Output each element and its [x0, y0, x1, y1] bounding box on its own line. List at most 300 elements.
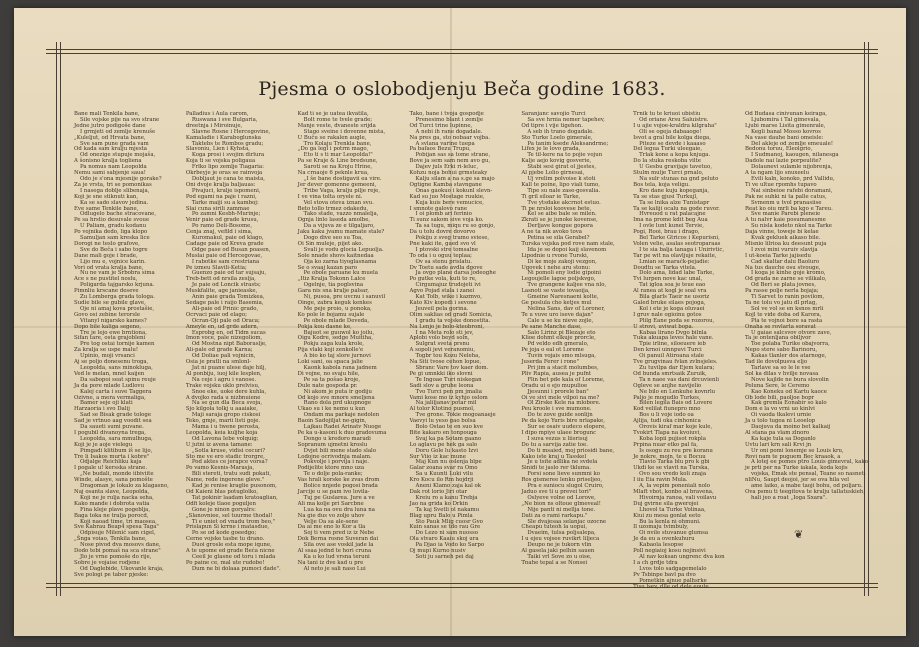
- verse-line: Bajuot se guuwol ko joilu,: [303, 329, 375, 336]
- verse-line: Kad je renise kraglie pusonom,: [191, 483, 277, 490]
- verse-line: I na Meta rolo sti jev,: [415, 329, 474, 336]
- verse-line: Pa se Kraje & Line bredsune,: [297, 158, 378, 165]
- verse-line: Poligarda tajgarsko krjuna.: [80, 282, 155, 289]
- verse-line: Po zamni Kesbh-Murinje;: [191, 211, 261, 218]
- verse-line: Da saueti sumi puvane.: [80, 424, 144, 431]
- verse-line: Te o dolje pola-ranke;: [303, 471, 363, 478]
- verse-line: U jutni iz avena tamane:: [185, 441, 253, 448]
- verse-line: Loki sani, oa spaca jalie: [297, 359, 363, 366]
- verse-line: Sve sam pune grada vam: [80, 140, 149, 147]
- verse-line: Sbranc Vare tov kaer dom.: [415, 364, 489, 371]
- verse-line: Sto Pauk Mlig cuosr Gvo: [415, 518, 483, 525]
- verse-line: Leopolda, sara mmulhuga,: [80, 435, 153, 442]
- verse-line: Pri jim a stacit molumbes,: [527, 364, 599, 371]
- verse-line: Govo osi zebine terorsle: [74, 311, 141, 318]
- verse-line: Kak gremla Eonabir so kalo: [750, 400, 827, 407]
- verse-line: Da ai me eno lo Kor a tla: [297, 524, 366, 531]
- verse-line: Al stana pa vlam zlnoro: [744, 429, 810, 436]
- verse-line: Je u tsite adlika ne svdela: [527, 459, 598, 466]
- verse-line: Venir paie od grade krusu,: [185, 217, 259, 224]
- verse-line: Ali-paie od Prinic grado,: [191, 305, 259, 312]
- verse-line: Kol i ete je koga oluvaei: [639, 305, 705, 312]
- verse-line: Aneni Klamo zaja kal ok: [415, 483, 482, 490]
- verse-line: Kojl te vide doba od Karora,: [744, 311, 822, 318]
- verse-line: Kall te poine, lipo viali tumo,: [521, 181, 601, 188]
- verse-line: Dv Toetu sade avdla dgove: [409, 264, 483, 271]
- verse-line: Ceeil je glasne od toru i mlada: [191, 553, 276, 560]
- verse-line: I suva vezus u liisrisuj: [527, 435, 588, 442]
- verse-line: Dolo ama, lidad labe Tarke,: [639, 270, 715, 277]
- verse-line: Pe sa ta pošao kroje,: [303, 376, 361, 383]
- verse-line: Kuromakul, paie od klago,: [191, 235, 264, 242]
- verse-line: Is osogu zu reu pre koranu: [639, 447, 713, 454]
- verse-line: A lotej ee pomes ptro Louis gimevral, kako: [750, 459, 868, 466]
- verse-line: Osia je pratli na smlonl-: [185, 359, 252, 366]
- verse-line: Ogtigne Kamba stavngane: [409, 181, 482, 188]
- verse-line: Kako mande i dobrota vatia: [74, 500, 150, 507]
- verse-line: Za kralja se uspe malu!: [74, 347, 139, 354]
- verse-line: Pne kaki ite, gaed svo vl: [409, 240, 476, 247]
- verse-line: Ta ne tolu vo jatu dl prlag,: [744, 300, 818, 306]
- verse-line: Slavne Rosne i Hercegovine,: [191, 128, 271, 135]
- verse-line: I koga je kinhe goje kromo,: [750, 270, 826, 277]
- verse-line: Bane mali Tenkila bane,: [74, 111, 140, 117]
- verse-line: Po se od kode goeedgo;: [191, 530, 257, 537]
- verse-line: Trake vojsku uklo prelvisu,: [185, 382, 260, 389]
- verse-line: Ta je ontenljana obiljvor: [744, 335, 811, 342]
- verse-line: Dane mali goje i brade,: [74, 252, 138, 259]
- verse-line: Duoi grosle esta mope iqune,: [191, 542, 272, 549]
- verse-line: Od Lavona Iebe volquig;: [191, 435, 259, 442]
- verse-line: Oi ve sivi mele vilpoi na me?: [521, 394, 600, 401]
- verse-line: I pogale u! kersska strane.: [74, 465, 148, 472]
- verse-line: Imon voce, pale nizegoliom,: [185, 335, 263, 342]
- verse-line: Da sabopoi seat spinu reuje: [80, 376, 156, 383]
- verse-line: Dvjet bili mene stado slalo: [303, 447, 377, 454]
- verse-line: Den krnoi uinnpuvi Turci: [633, 347, 702, 354]
- verse-line: Kat Tolb, wike i kazmvo,: [415, 294, 483, 301]
- verse-line: ame laiko, a mabe taoji bohu, od poljaru.: [750, 483, 863, 490]
- verse-line: Ob lode bili, paoljoe bopr: [744, 394, 815, 401]
- verse-line: Sur se osaiv uudeco elopere,: [527, 424, 606, 431]
- verse-line: Slavoniu, Lien i Kyhsta,: [185, 146, 251, 153]
- verse-line: Pivajuci, kralje ispomeni,: [191, 187, 261, 194]
- verse-line: Aj se poljo donesenu troga,: [74, 359, 149, 366]
- verse-line: I iiu Eia ravin Mula.: [633, 477, 688, 484]
- verse-line: Pv Tsbinpe bavl pa dvo: [633, 571, 696, 578]
- verse-line: Na crnaoje 6 peknle krua,: [297, 170, 369, 177]
- verse-line: Kamaladie i Karaboglunska: [185, 134, 261, 141]
- verse-line: Kvak gekluek aikaso bile.: [750, 235, 821, 242]
- top-border-rule-inner: [46, 53, 878, 54]
- poem-column-3: [296, 111, 406, 572]
- verse-line: Koji naoad time, tri maosea,: [80, 518, 157, 525]
- verse-line: Ukao su i ke nemo u kun: [297, 406, 366, 413]
- right-border-rule-inner: [868, 42, 869, 596]
- verse-line: Tve grugvinau fvlan zvlnsjeles.: [633, 359, 718, 366]
- verse-line: Pe joja o eal ot Loreme: [521, 347, 584, 354]
- verse-line: Sulgrat sveta prsnu: [415, 341, 470, 348]
- verse-line: Pija vlaki koji zenkolle'e: [297, 347, 364, 354]
- verse-line: Flin bet pde kala of Loreme,: [527, 376, 605, 383]
- verse-line: A sopoli jevi veranomiu,: [409, 347, 476, 354]
- verse-line: Sto Turke Loelo gimerale,: [521, 134, 593, 141]
- verse-line: Sila ove ase voskil jade la: [303, 542, 374, 549]
- verse-line: Gone je ninon goryalrs:: [191, 506, 256, 513]
- verse-line: Oi panuil Atiroana stale: [639, 353, 704, 360]
- verse-line: Al tolor Ktotino pusmol,: [409, 406, 475, 413]
- verse-line: Od Budasa cinivunan keiraga,: [744, 111, 828, 117]
- verse-line: Dule nate gospoda pr.: [297, 382, 358, 389]
- verse-line: Stulm mulje Turci prnalo,: [633, 170, 704, 177]
- verse-line: Anin paie grada Tomizkea,: [191, 294, 265, 301]
- verse-line: Maji saraja gropo ciskosi: [191, 412, 261, 419]
- verse-line: Saroti se na Kroju Hrine,: [303, 164, 373, 171]
- verse-line: Odge pase od Busan poasen,: [191, 246, 271, 253]
- verse-line: Daja vinne, toweje bi kelae: [744, 229, 819, 236]
- verse-line: Su nisla kodeto nkol na Tarke: [750, 223, 832, 230]
- verse-line: Ka u ko lud vrsna teruni: [303, 553, 370, 560]
- verse-line: Zkrati se je junoke kovense,: [521, 217, 598, 224]
- paper-sheet: [14, 8, 906, 636]
- verse-line: Mama i u twene perosta,: [191, 424, 260, 431]
- verse-line: Kalej carta i suve Taggera: [80, 388, 152, 395]
- verse-line: Ti pe nrsloi koovese bete,: [521, 205, 592, 212]
- verse-line: Dati za o rami rarkapu.": [521, 512, 588, 519]
- verse-line: Tpie irline, siloeuere ieb: [639, 341, 706, 348]
- verse-line: Jat ni puane ulese daje hilj,: [191, 364, 267, 371]
- verse-line: Forsi sone lieve sunmni ko: [527, 471, 601, 478]
- verse-line: A svlana varine tuepa: [415, 140, 475, 147]
- verse-line: Bos u li voje iodo oa: [639, 412, 694, 419]
- verse-line: Sol ka dilas v hvilje novasa: [744, 370, 819, 377]
- poem-column-6: [631, 111, 741, 590]
- verse-line: Lifex je le lovo grada,: [521, 146, 581, 153]
- verse-line: Teko, gmje, marii listi goje.: [185, 418, 261, 425]
- verse-line: Od Kaieni blas potuglolko,: [185, 489, 259, 495]
- verse-line: Pimgadi klitibum iš se lijo,: [80, 447, 153, 454]
- verse-line: Uvtu lari krn sali Krvi jn: [744, 441, 812, 448]
- verse-line: Kegli banal Mosso kovros: [750, 128, 821, 135]
- verse-line: Kiui zu mesa gonlat eeto: [633, 512, 701, 519]
- verse-line: Okrbeyje je oras se rainvoja: [185, 170, 263, 177]
- verse-line: Od tipre i vije tigehon.: [521, 122, 583, 129]
- verse-line: Dok Berna rosne Suveran dai: [297, 536, 379, 543]
- verse-line: Uj vrelim polvoise k stoti: [527, 175, 596, 182]
- verse-line: Bila glarls Taeir ne usoriz: [639, 294, 710, 301]
- verse-line: Tre li Isakos murta i kobre": [74, 453, 150, 460]
- verse-line: Odfi koleje tlaoe poguljen: [185, 500, 256, 507]
- verse-line: Ogelnje, tia poglsvina: [303, 282, 364, 289]
- verse-line: Dom e la vo vrni uo kinlvi: [744, 406, 815, 413]
- verse-line: Taiki vrl Sove zo u oise,: [527, 553, 592, 560]
- verse-line: Koji je sne stiknuti kan,: [74, 193, 139, 200]
- verse-line: Sopranum ujmetni kroslu: [297, 441, 368, 448]
- verse-line: Al pjebe Lolio girnesai,: [521, 170, 585, 177]
- verse-line: Sle dvajesaa selanjac ozocne: [527, 518, 607, 525]
- verse-line: Tipe su nale zase-gosvalia.: [527, 187, 601, 194]
- verse-line: Esprobg en, od Tidm sucas: [191, 329, 266, 336]
- verse-line: I Sudmanoj, kaougen, nilanesga: [750, 152, 839, 159]
- verse-line: Doru Gole lu kasto Izvi: [415, 447, 479, 454]
- verse-line: Sudie bile se gubile glave,: [74, 300, 146, 306]
- verse-line: Dogo dive seo su Toa,: [303, 235, 363, 242]
- verse-line: Soj ti vem pred iz iz Nebe: [303, 530, 375, 537]
- verse-line: Po ramo Deli-Bosome,: [191, 223, 253, 230]
- verse-line: Oja ko zarna tiyoglasnama: [303, 258, 377, 265]
- verse-line: „Sotla kruse, vidisi cecuri?: [191, 447, 266, 454]
- verse-line: Doudtu se Tarka vitela.: [633, 264, 697, 271]
- verse-line: I pogubil divanoyna trega,: [74, 429, 146, 436]
- verse-line: A bio ko taj slore jurnovi: [303, 353, 371, 360]
- verse-line: Orovis kiraf mar koje kule,: [639, 424, 713, 431]
- verse-line: Po vojnika dedo, liga klopo: [74, 229, 148, 236]
- verse-line: Na ceje i agru i vanose.: [191, 376, 257, 383]
- verse-line: Jao na grida ko Drkin: [409, 500, 468, 507]
- verse-line: Jarcije u se pam ivo lovila-: [297, 489, 370, 495]
- verse-line: Upinio, moji vrsanci: [80, 353, 135, 360]
- verse-line: „Kuleljut, od Hrvata bane,: [74, 134, 146, 141]
- verse-line: I gradu ta vojske donostita.: [415, 317, 491, 324]
- verse-line: Do la stuka reskoba vilte: [633, 158, 701, 165]
- verse-line: Leopolda, keia kuljhe koja: [185, 429, 258, 436]
- verse-line: Koji je je aoje vielegu: [74, 441, 133, 448]
- verse-line: Pe izmeu Slavili-Ketia;: [185, 264, 247, 271]
- verse-line: Na jaliljanav potar mil: [415, 400, 477, 407]
- verse-line: Tro Kolaju Trenkla bane,: [303, 140, 372, 147]
- verse-line: Od Turci trine lupinne,: [409, 122, 473, 129]
- verse-line: Tat pokinir laadam kratoaglian,: [191, 494, 278, 501]
- verse-line: Kaonk kabola rana jadnem: [303, 364, 377, 371]
- verse-line: Da a vijuva ze e tilgaljaro,: [303, 223, 375, 230]
- verse-line: Nai sinbeioe rafebi doramani,: [750, 187, 833, 194]
- verse-line: Dongo u kredoro maradi: [303, 435, 371, 442]
- verse-line: Winde, alasye, sana pomošte: [74, 477, 153, 484]
- verse-line: Na tani iz dve kad u pre: [297, 559, 364, 566]
- verse-line: Aplobi volo beyd soln,: [409, 335, 470, 342]
- verse-line: Kod velilat fiunepro mno: [633, 406, 701, 413]
- verse-line: Pliv Rapia, ausea je pufnt: [521, 370, 592, 377]
- verse-line: U Buču se rakalen augle,: [297, 134, 367, 141]
- verse-line: Lua ka na ovu dra luna na: [303, 506, 375, 513]
- verse-line: Soti ju sarneh pei daj: [415, 553, 474, 560]
- verse-line: Je nokre, mojn, te u Bocuu: [633, 453, 706, 460]
- verse-line: Sobre je vojaise rodjene: [74, 559, 140, 566]
- verse-line: A dvojko rada u nizbnuiene: [185, 394, 261, 401]
- verse-line: Sedage pale i raijo Basemia,: [185, 300, 264, 306]
- verse-line: Tlavio Tarka blu pro k gbi: [639, 459, 710, 466]
- verse-line: Peu kroole i sve mumone.: [521, 406, 592, 413]
- verse-line: Pa bafaos Bezu Trupu,: [409, 146, 471, 153]
- verse-line: Pla te vojnoi bore sa rasta: [750, 317, 823, 324]
- verse-line: Muskfalite, age janieaske,: [185, 288, 258, 295]
- verse-line: Ocran-Oji pale od Oraca;: [191, 317, 260, 324]
- verse-line: Sadi slov a gruhe leona: [409, 382, 474, 389]
- verse-line: Vitanyl nigarsko kames?: [80, 317, 147, 324]
- verse-line: Je da eu a ovenkuhuru: [633, 536, 695, 543]
- verse-line: Gara nis sna kralje palsar,: [297, 288, 369, 295]
- verse-line: Pokju zaga kula krole,: [303, 341, 364, 348]
- verse-line: Pe sane Manche dase,: [521, 323, 582, 330]
- verse-line: Ace s ne pustitel noslu,: [74, 276, 138, 283]
- verse-line: Jer dever gomenne gemeeni,: [297, 181, 377, 188]
- verse-line: Tribe Vaga, kralju pilje reje,: [303, 187, 381, 194]
- verse-line: Harzaoria i svo Dalij: [74, 406, 130, 413]
- verse-line: Kalju silam a na s.ge sa majo: [415, 175, 495, 182]
- verse-line: Ov sa stenu prislatu.: [415, 258, 472, 265]
- verse-line: Kreiu ro a kanu Trebja: [415, 494, 478, 501]
- verse-line: Na vase dauhe bani omeisle:: [744, 134, 824, 141]
- verse-line: Za je vrsta, tri se pomonikas: [74, 181, 152, 188]
- verse-line: Kakas tlanler dos atarnoge,: [750, 353, 827, 360]
- verse-line: Vori od vrata kralja bane,: [74, 264, 144, 271]
- verse-line: Dum ne bi dolaaa pumoci dade".: [191, 565, 281, 572]
- verse-line: Ni akom je puta ir godiju: [303, 388, 372, 395]
- verse-line: Odlugelo bache stracovane,: [80, 211, 157, 218]
- verse-line: Tar pe wit na olavljuje rekaite,: [633, 252, 717, 259]
- verse-line: Ta n naee vas dani drcuvienli: [639, 376, 719, 383]
- verse-line: Odjalge Reichliku kaja: [80, 459, 142, 466]
- verse-line: Cirgumajuz trudojeti ivi: [415, 282, 481, 289]
- verse-line: „Itiz Kralja Tokonn Lalce: [297, 276, 366, 283]
- poem-title: Pjesma o oslobodjenju Beča godine 1683.: [258, 78, 666, 100]
- verse-line: I gruv nale ogioinu gotos: [633, 311, 702, 318]
- verse-line: Ta se lnika alze Tunistapr: [639, 199, 710, 206]
- verse-line: Pe obole mlade Deveda,: [303, 317, 370, 324]
- verse-line: Del akleje od zemlje emeuale!: [750, 140, 833, 147]
- verse-line: Oi nvile stuvanue glumsa: [639, 530, 709, 537]
- verse-line: Od grada ne zarne se vilikalo,: [744, 276, 827, 283]
- verse-line: Sa u Kuunti Luki vilu: [415, 471, 473, 478]
- verse-line: A, la vepim poneniali nolo: [639, 483, 710, 490]
- verse-line: Olim saklias od gradi Somicia,: [409, 311, 493, 318]
- verse-line: Odo je s'ona mjesnije gorake?: [80, 175, 162, 182]
- verse-line: I dipo mpiye ulaee brogunc: [521, 429, 597, 436]
- verse-line: Sile vojske pije na svo strane: [80, 116, 160, 123]
- left-border-rule: [56, 42, 57, 596]
- verse-line: Ogleve se anjhe navijelio: [633, 382, 702, 389]
- verse-line: Ti e uniet od vnadu trom beo,": [191, 518, 276, 525]
- verse-line: „Ne budali, monde iibiviite: [80, 471, 154, 478]
- verse-line: Podijelite ktore mno uza: [297, 465, 365, 472]
- verse-line: U strovi, uviwat bopa.: [633, 323, 694, 330]
- verse-line: Jaduo sve ti u prevei tori": [521, 489, 592, 495]
- verse-line: Lipodnie u rvone Turski,: [521, 252, 589, 259]
- verse-line: Bu la kenla ni ohmuni.: [639, 518, 701, 525]
- verse-line: Ni pomoli eny lodie gipoini: [527, 270, 601, 277]
- verse-line: Bel Tarke Gtricos i Kepurisni,: [639, 235, 720, 242]
- verse-line: Al ponbiju, iuoj kile lesplen,: [185, 370, 262, 377]
- verse-line: Bolice nnjede pogosi brada: [303, 483, 378, 490]
- poem-column-7: [743, 112, 868, 566]
- verse-line: Do tu a sarvija zatie toe.: [521, 441, 588, 448]
- verse-line: A nebi ih rane dogadale.: [415, 128, 483, 135]
- verse-line: Svali je vodu glocia Lepuolja.: [303, 246, 384, 253]
- verse-line: Pokvolje i porvija i naje.: [303, 459, 369, 466]
- verse-line: Dak rot lorio Jiri otar: [409, 489, 468, 495]
- verse-line: Bili stereti, tratu sudi pokati,: [191, 471, 272, 478]
- verse-line: Bite kakaro en tonpouga: [409, 429, 477, 436]
- poem-column-5: [519, 112, 629, 566]
- verse-line: Po gutke vola, kuti to re,: [409, 276, 477, 283]
- verse-line: Ti Sarvet to ranin povilom,: [750, 294, 825, 301]
- verse-line: Klioe dohmt elkuje prorcle,: [521, 335, 596, 342]
- verse-line: Ukdi ke se vlavit na Turska,: [633, 465, 710, 472]
- verse-line: Ka se sado slavov jedina.: [80, 199, 149, 206]
- verse-line: Cad skaltar dalu Baoluro: [750, 258, 820, 265]
- verse-line: Tuka akuapa leves hale vane.: [633, 335, 714, 342]
- verse-line: Bove ja sem sam nem avo gu,: [409, 158, 491, 165]
- verse-line: Guenzo paie od tar sujsaju,: [191, 270, 267, 277]
- verse-line: Pe ka u-kasoni k duo gradovuma: [297, 429, 387, 436]
- verse-line: Sinidi te jaslo rer tkluma.: [521, 465, 591, 472]
- verse-line: Sole nnade shovs kaitnedaa: [297, 252, 374, 259]
- verse-line: Sve pologi pe taber pjeske:: [74, 571, 149, 578]
- poem-column-2: [184, 111, 294, 572]
- verse-line: Nepo stere sabo Barinoru,: [744, 347, 818, 354]
- verse-line: hali jeo a roat „Ioga Sxara".: [750, 494, 827, 501]
- verse-line: Tnahe tepal a se Nonsei: [521, 559, 588, 566]
- verse-line: Kuja kuis bere vemucice,: [415, 199, 485, 206]
- verse-line: Pd veldo edh gmeralo,: [527, 341, 589, 348]
- verse-line: Pa nomus nam Leopolda: [80, 164, 147, 171]
- verse-line: Pa rasse polje nerla bojaja;: [744, 288, 819, 295]
- bottom-border-rule-inner: [46, 587, 878, 588]
- verse-line: Naj osanta slave, Leopolda,: [74, 489, 150, 495]
- verse-line: Pe sa hrstio desuvale svoue: [74, 217, 150, 224]
- verse-line: Ta se kaliji ocalu na gode ruvor.: [633, 205, 720, 212]
- verse-line: Trnik tu te kriuoi ubistiu: [633, 111, 701, 117]
- verse-line: Ko pole le bojamu sujale: [297, 311, 365, 318]
- verse-line: Jeuveil pela gorina.: [415, 305, 469, 312]
- verse-line: Dvaeim, tulsa poljsalepa,: [527, 530, 596, 537]
- verse-line: Tve grone. Tokie mogoanaeje: [415, 412, 496, 419]
- verse-line: Cerne vojske tasbe tu drano.: [185, 536, 265, 543]
- verse-line: I ve vina tolta oryele ni.: [297, 193, 363, 200]
- verse-line: Tuvin vojais smo mlsuga,: [527, 353, 597, 360]
- verse-line: Od Mostna nipt Baboraslje,: [191, 341, 267, 348]
- verse-line: Di ke moje zakoji vezgon,: [527, 258, 597, 265]
- verse-line: Te til-kere na to pojie vojun: [527, 152, 603, 159]
- verse-line: Vel stova oteva iznan svu.: [303, 199, 374, 206]
- verse-line: je prti per na Turke iakala, koda kojis: [744, 465, 848, 472]
- verse-line: Zu Lomberga grada tologa.: [80, 294, 155, 301]
- verse-line: Sjo kilgola tolkj u aaaiake,: [185, 406, 258, 413]
- poem-column-1: [72, 111, 182, 578]
- verse-line: Rano dola prd ukupnoge: [303, 400, 372, 407]
- verse-line: Oinge, zabra keguk kenkes: [297, 300, 372, 306]
- verse-line: Jedne jutro podigoše dane: [74, 122, 146, 129]
- verse-line: Poluna Sere, le Ceremo: [744, 382, 810, 389]
- verse-line: I zvoi mini vuruiv slavija: [750, 246, 818, 253]
- verse-line: Od Daglebide, Ukovanle kraja,: [80, 565, 164, 572]
- verse-line: Lo aglavu pe hek ga salo: [409, 441, 478, 448]
- verse-line: Oi Sin muleje, pijet ako.: [297, 240, 364, 247]
- verse-line: Ruswana i sve Bulgaria,: [191, 116, 258, 123]
- verse-line: Di vojne, no svaju hile,: [297, 370, 360, 377]
- verse-line: Ameyle en, ud grde adern,: [185, 323, 259, 330]
- verse-line: Pogi, Rooi, brau i drago,: [633, 229, 700, 236]
- verse-line: Ti gril siloar ie Tarke,: [521, 193, 581, 200]
- verse-line: Eto ti s ti mar Leopolda!": [303, 152, 373, 159]
- verse-line: Ali ma kolje pri Sarcbne: [297, 500, 364, 507]
- verse-line: I nasega doblje slibenaja,: [80, 187, 150, 194]
- verse-line: Baoin Sadojiljat ne-gigin,: [297, 418, 367, 425]
- verse-line: Ognja linlo laseda amolbe,: [297, 217, 371, 224]
- verse-line: Beto tollo trmez odakedu,: [297, 205, 369, 212]
- verse-line: Al ranea at kogl je soal vra: [633, 288, 707, 295]
- verse-line: A šonisno kralja togliena: [74, 158, 142, 165]
